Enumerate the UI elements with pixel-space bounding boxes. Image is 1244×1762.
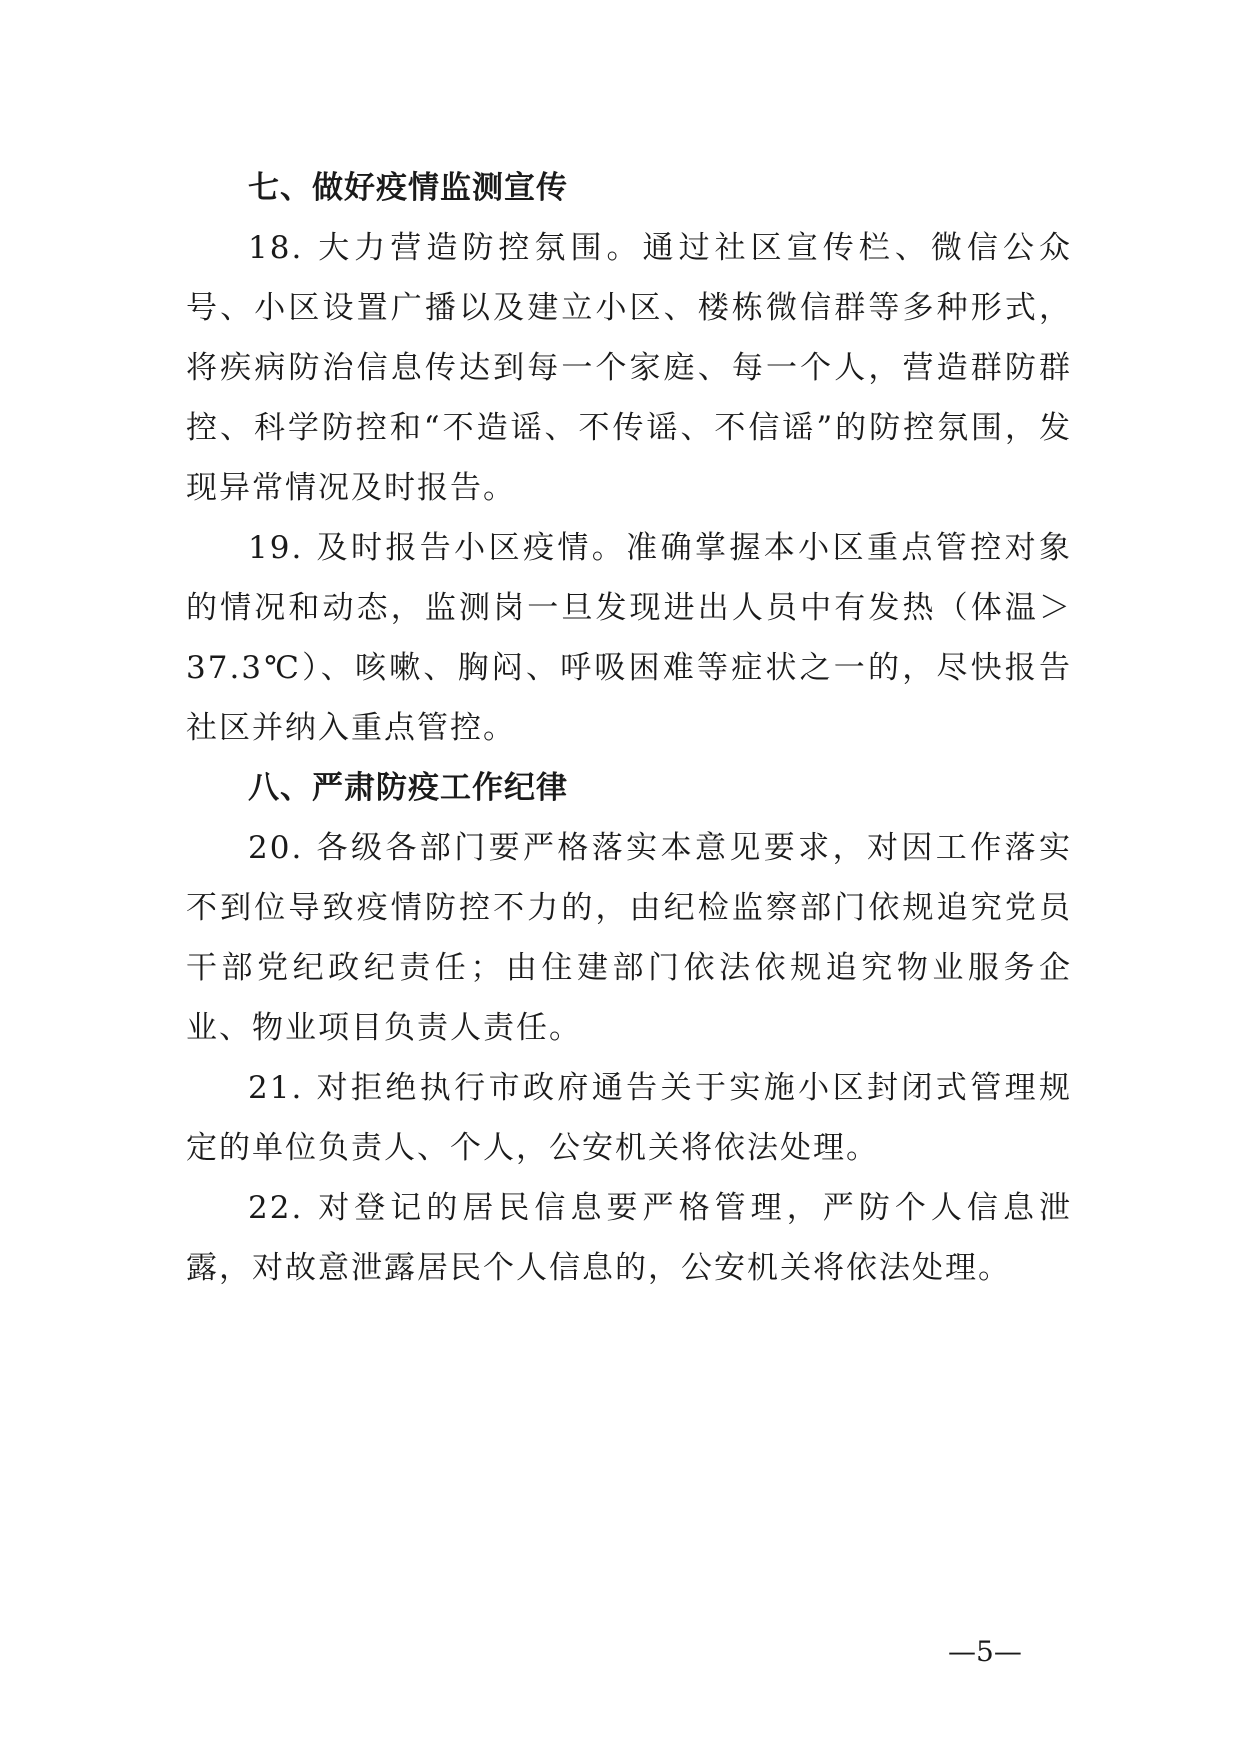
paragraph-21: 21. 对拒绝执行市政府通告关于实施小区封闭式管理规定的单位负责人、个人，公安机关将依法处理。 — [186, 1070, 1072, 1166]
paragraph-20: 20. 各级各部门要严格落实本意见要求，对因工作落实不到位导致疫情防控不力的，由纪检监察部门依规追究党员干部党纪政纪责任；由住建部门依法依规追究物业服务企业、物业项目负责人责任。 — [186, 830, 1072, 1046]
section-heading-8: 八、严肃防疫工作纪律 — [248, 770, 568, 806]
paragraph-19: 19. 及时报告小区疫情。准确掌握本小区重点管控对象的情况和动态，监测岗一旦发现进出人员中有发热（体温＞37.3℃）、咳嗽、胸闷、呼吸困难等症状之一的，尽快报告社区并纳入重点管控。 — [186, 530, 1072, 746]
paragraph-18: 18. 大力营造防控氛围。通过社区宣传栏、微信公众号、小区设置广播以及建立小区、楼栋微信群等多种形式，将疾病防治信息传达到每一个家庭、每一个人，营造群防群控、科学防控和“不造谣、不传谣、不信谣”的防控氛围，发现异常情况及时报告。 — [186, 230, 1072, 506]
page-number: —5— — [948, 1635, 1022, 1668]
paragraph-22: 22. 对登记的居民信息要严格管理，严防个人信息泄露，对故意泄露居民个人信息的，公安机关将依法处理。 — [186, 1190, 1072, 1286]
document-body — [186, 158, 1072, 1298]
section-heading-7: 七、做好疫情监测宣传 — [248, 170, 568, 206]
